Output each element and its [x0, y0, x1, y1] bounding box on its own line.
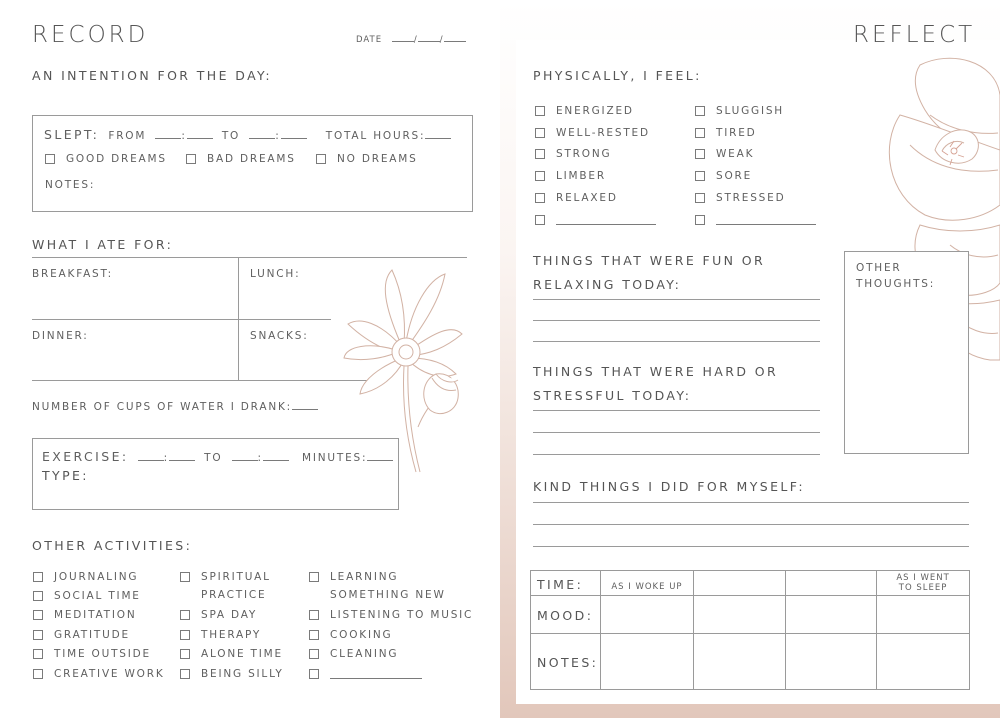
feeling-well-rested[interactable]: WELL-RESTED: [535, 122, 656, 144]
activity-being-silly[interactable]: BEING SILLY: [180, 664, 284, 683]
activities-col3: [309, 567, 473, 683]
reflect-title: REFLECT: [853, 22, 976, 48]
other-thoughts-label-line2: THOUGHTS:: [856, 278, 936, 290]
hard-rule-2: [533, 432, 820, 433]
activity-custom-blank[interactable]: [330, 669, 422, 679]
kind-rule-3: [533, 546, 969, 547]
checkbox[interactable]: [309, 610, 319, 620]
grid-notes-cell-1[interactable]: [600, 634, 693, 690]
feeling-strong[interactable]: STRONG: [535, 144, 656, 166]
feeling-stressed[interactable]: STRESSED: [695, 187, 816, 209]
sleep-notes-label: NOTES:: [45, 179, 96, 191]
meals-mid-rule-right: [238, 319, 331, 320]
checkbox[interactable]: [33, 649, 43, 659]
activity-learning-line2: SOMETHING NEW: [330, 589, 446, 602]
checkbox[interactable]: [33, 572, 43, 582]
grid-notes-cell-3[interactable]: [785, 634, 877, 690]
feeling-weak[interactable]: WEAK: [695, 144, 816, 166]
checkbox[interactable]: [695, 215, 705, 225]
dream-good[interactable]: GOOD DREAMS: [45, 153, 167, 165]
activity-therapy[interactable]: THERAPY: [180, 625, 284, 644]
activity-gratitude[interactable]: GRATITUDE: [33, 625, 165, 644]
activity-alone-time[interactable]: ALONE TIME: [180, 645, 284, 664]
checkbox[interactable]: [180, 669, 190, 679]
hard-rule-3: [533, 454, 820, 455]
meals-top-rule: [32, 257, 467, 258]
dinner-label: DINNER:: [32, 330, 89, 342]
mood-grid: [530, 570, 970, 690]
checkbox[interactable]: [695, 171, 705, 181]
checkbox[interactable]: [535, 106, 545, 116]
grid-time-cell-3[interactable]: [785, 571, 877, 596]
checkbox[interactable]: [309, 572, 319, 582]
sleep-times: SLEPT: FROM : TO : TOTAL HOURS:: [44, 127, 451, 142]
feeling-tired[interactable]: TIRED: [695, 122, 816, 144]
dream-bad[interactable]: BAD DREAMS: [186, 153, 296, 165]
feeling-sluggish[interactable]: SLUGGISH: [695, 100, 816, 122]
physically-label: PHYSICALLY, I FEEL:: [533, 68, 702, 83]
meals-bottom-rule: [32, 380, 375, 381]
checkbox[interactable]: [695, 128, 705, 138]
grid-time-cell-2[interactable]: [693, 571, 785, 596]
activity-learning[interactable]: LEARNING: [309, 567, 473, 586]
grid-mood-cell-2[interactable]: [693, 596, 785, 634]
activity-spiritual[interactable]: SPIRITUAL: [180, 567, 284, 586]
activity-spiritual-line2: PRACTICE: [201, 589, 267, 602]
fun-label-line2: RELAXING TODAY:: [533, 277, 682, 292]
fun-rule-1: [533, 299, 820, 300]
checkbox[interactable]: [33, 610, 43, 620]
checkbox[interactable]: [33, 630, 43, 640]
activity-cooking[interactable]: COOKING: [309, 625, 473, 644]
feelings-right: [695, 100, 816, 231]
kind-rule-2: [533, 524, 969, 525]
grid-time-label: TIME:: [531, 571, 601, 596]
activities-col2: [180, 567, 284, 683]
activity-journaling[interactable]: JOURNALING: [33, 567, 165, 586]
breakfast-label: BREAKFAST:: [32, 268, 113, 280]
checkbox[interactable]: [535, 193, 545, 203]
record-title: RECORD: [32, 22, 149, 48]
checkbox[interactable]: [695, 149, 705, 159]
activity-time-outside[interactable]: TIME OUTSIDE: [33, 645, 165, 664]
checkbox[interactable]: [316, 154, 326, 164]
feelings-left: [535, 100, 656, 231]
checkbox[interactable]: [45, 154, 55, 164]
feeling-limber[interactable]: LIMBER: [535, 165, 656, 187]
activities-title: OTHER ACTIVITIES:: [32, 538, 193, 553]
feeling-custom-right[interactable]: [695, 209, 816, 231]
hard-label-line2: STRESSFUL TODAY:: [533, 388, 692, 403]
checkbox[interactable]: [309, 669, 319, 679]
fun-rule-3: [533, 341, 820, 342]
grid-notes-cell-4[interactable]: [877, 634, 970, 690]
flower-illustration-icon: [340, 262, 465, 477]
lunch-label: LUNCH:: [250, 268, 301, 280]
activity-meditation[interactable]: MEDITATION: [33, 606, 165, 625]
kind-rule-1: [533, 502, 969, 503]
activity-listening-music[interactable]: LISTENING TO MUSIC: [309, 606, 473, 625]
checkbox[interactable]: [180, 610, 190, 620]
grid-mood-cell-3[interactable]: [785, 596, 877, 634]
fun-rule-2: [533, 320, 820, 321]
water-label: NUMBER OF CUPS OF WATER I DRANK:: [32, 400, 318, 413]
date-label: DATE / /: [356, 32, 466, 45]
checkbox[interactable]: [535, 128, 545, 138]
dream-none[interactable]: NO DREAMS: [316, 153, 418, 165]
checkbox[interactable]: [186, 154, 196, 164]
activities-col1: [33, 567, 165, 683]
checkbox[interactable]: [33, 591, 43, 601]
grid-mood-cell-1[interactable]: [600, 596, 693, 634]
checkbox[interactable]: [33, 669, 43, 679]
checkbox[interactable]: [535, 171, 545, 181]
grid-mood-cell-4[interactable]: [877, 596, 970, 634]
kind-label: KIND THINGS I DID FOR MYSELF:: [533, 479, 806, 494]
intention-label: AN INTENTION FOR THE DAY:: [32, 68, 273, 83]
meals-title: WHAT I ATE FOR:: [32, 237, 174, 252]
checkbox[interactable]: [535, 149, 545, 159]
hard-label-line1: THINGS THAT WERE HARD OR: [533, 364, 779, 379]
checkbox[interactable]: [695, 106, 705, 116]
grid-notes-label: NOTES:: [531, 634, 601, 690]
grid-woke-up-header: AS I WOKE UP: [600, 571, 693, 596]
feeling-custom-right-blank[interactable]: [716, 215, 816, 225]
feeling-custom-left[interactable]: [535, 209, 656, 231]
hard-rule-1: [533, 410, 820, 411]
feeling-energized[interactable]: ENERGIZED: [535, 100, 656, 122]
feeling-relaxed[interactable]: RELAXED: [535, 187, 656, 209]
checkbox[interactable]: [695, 193, 705, 203]
grid-went-to-sleep-header: AS I WENT TO SLEEP: [877, 571, 970, 596]
activity-cleaning[interactable]: CLEANING: [309, 645, 473, 664]
activity-creative-work[interactable]: CREATIVE WORK: [33, 664, 165, 683]
meals-mid-rule: [32, 319, 238, 320]
checkbox[interactable]: [180, 572, 190, 582]
activity-social-time[interactable]: SOCIAL TIME: [33, 586, 165, 605]
feeling-custom-left-blank[interactable]: [556, 215, 656, 225]
fun-label-line1: THINGS THAT WERE FUN OR: [533, 253, 766, 268]
feeling-sore[interactable]: SORE: [695, 165, 816, 187]
snacks-label: SNACKS:: [250, 330, 309, 342]
checkbox[interactable]: [180, 649, 190, 659]
other-thoughts-label-line1: OTHER: [856, 262, 902, 274]
grid-notes-cell-2[interactable]: [693, 634, 785, 690]
exercise-times: EXERCISE: : TO : MINUTES:: [42, 449, 393, 464]
exercise-type-label: TYPE:: [42, 468, 89, 483]
grid-mood-label: MOOD:: [531, 596, 601, 634]
checkbox[interactable]: [535, 215, 545, 225]
checkbox[interactable]: [309, 630, 319, 640]
activity-spa-day[interactable]: SPA DAY: [180, 606, 284, 625]
checkbox[interactable]: [309, 649, 319, 659]
checkbox[interactable]: [180, 630, 190, 640]
activity-custom[interactable]: [309, 664, 473, 683]
